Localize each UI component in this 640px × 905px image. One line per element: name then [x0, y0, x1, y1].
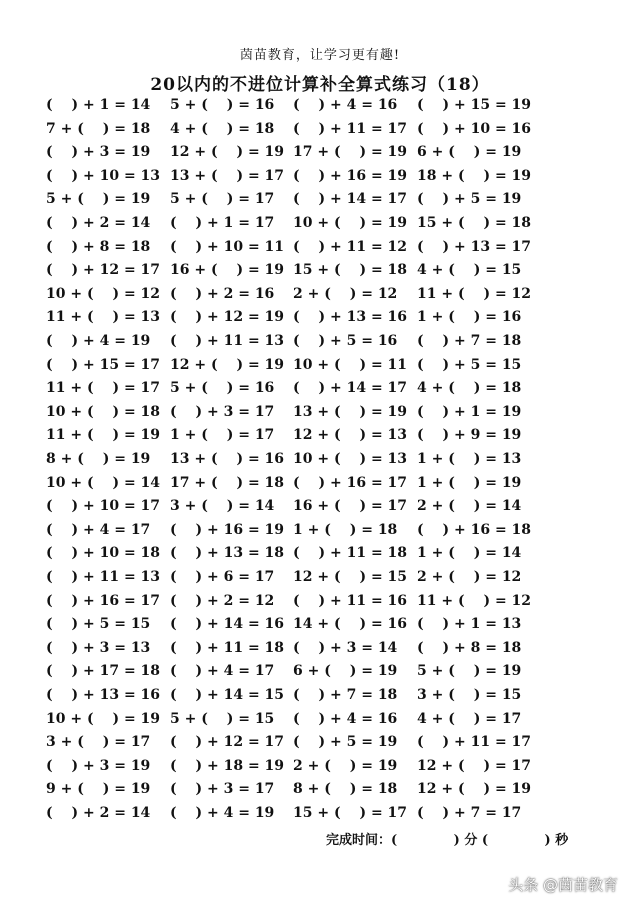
- problem-item: 7 + ( ) = 18: [46, 120, 151, 137]
- problem-item: ( ) + 16 = 18: [417, 521, 532, 538]
- problem-item: 4 + ( ) = 18: [170, 120, 275, 137]
- problem-item: 3 + ( ) = 17: [46, 734, 151, 751]
- problem-item: 12 + ( ) = 15: [293, 569, 408, 585]
- problem-item: ( ) + 11 = 12: [293, 238, 408, 255]
- problem-item: 10 + ( ) = 14: [46, 474, 161, 491]
- problem-item: ( ) + 10 = 16: [417, 120, 532, 137]
- worksheet-title: 20以内的不进位计算补全算式练习（18）: [150, 75, 490, 95]
- problem-item: 5 + ( ) = 19: [46, 191, 151, 208]
- problem-item: 1 + ( ) = 16: [417, 309, 522, 326]
- problem-item: 10 + ( ) = 11: [293, 356, 408, 373]
- problem-item: 1 + ( ) = 18: [293, 521, 398, 538]
- problem-item: 11 + ( ) = 19: [46, 427, 161, 444]
- problem-item: ( ) + 16 = 17: [293, 474, 408, 491]
- problem-item: 4 + ( ) = 15: [417, 262, 522, 279]
- problem-item: ( ) + 3 = 17: [170, 403, 275, 420]
- problem-item: ( ) + 4 = 16: [293, 97, 398, 113]
- problem-item: ( ) + 3 = 17: [170, 781, 275, 798]
- problem-item: ( ) + 5 = 16: [293, 333, 398, 349]
- problem-item: 11 + ( ) = 12: [417, 285, 532, 302]
- problem-item: 11 + ( ) = 17: [46, 380, 161, 397]
- problem-item: ( ) + 3 = 13: [46, 639, 151, 656]
- problem-item: ( ) + 10 = 13: [46, 167, 161, 184]
- problem-item: 6 + ( ) = 19: [293, 663, 398, 680]
- problem-item: 4 + ( ) = 18: [417, 380, 522, 397]
- problem-item: ( ) + 5 = 19: [417, 191, 522, 208]
- problem-item: 16 + ( ) = 19: [170, 262, 285, 279]
- problem-item: ( ) + 14 = 16: [170, 616, 285, 633]
- problem-item: 2 + ( ) = 12: [417, 569, 522, 585]
- problem-item: 17 + ( ) = 18: [170, 474, 285, 491]
- problem-item: 16 + ( ) = 17: [293, 498, 408, 515]
- problem-item: 13 + ( ) = 19: [293, 403, 408, 420]
- problem-item: 3 + ( ) = 15: [417, 687, 522, 703]
- problem-item: ( ) + 4 = 19: [46, 333, 151, 349]
- problem-item: ( ) + 11 = 17: [417, 734, 532, 751]
- problem-item: 12 + ( ) = 19: [417, 781, 532, 798]
- problem-item: 4 + ( ) = 17: [417, 710, 522, 727]
- problem-item: ( ) + 2 = 14: [46, 805, 151, 821]
- problem-item: 1 + ( ) = 13: [417, 451, 522, 467]
- problem-item: ( ) + 4 = 16: [293, 710, 398, 727]
- problem-item: ( ) + 3 = 14: [293, 639, 398, 656]
- problem-item: ( ) + 5 = 15: [417, 356, 522, 373]
- problem-item: 15 + ( ) = 17: [293, 805, 408, 821]
- problem-item: ( ) + 1 = 13: [417, 616, 522, 633]
- problem-item: ( ) + 7 = 18: [417, 333, 522, 349]
- problem-item: 13 + ( ) = 17: [170, 167, 285, 184]
- completion-time: 完成时间：( ) 分 ( ) 秒: [326, 833, 569, 848]
- header-slogan: 茵苗教育，让学习更有趣!: [239, 48, 401, 63]
- problem-item: 10 + ( ) = 12: [46, 285, 161, 302]
- problem-item: 17 + ( ) = 19: [293, 144, 408, 161]
- problem-item: 9 + ( ) = 19: [46, 781, 151, 798]
- problem-item: ( ) + 8 = 18: [417, 639, 522, 656]
- problem-item: ( ) + 18 = 19: [170, 757, 285, 774]
- problem-item: ( ) + 2 = 14: [46, 215, 151, 231]
- problem-item: ( ) + 7 = 18: [293, 687, 398, 703]
- problem-item: ( ) + 10 = 11: [170, 238, 285, 255]
- problem-item: ( ) + 15 = 19: [417, 97, 532, 113]
- problem-item: 5 + ( ) = 19: [417, 663, 522, 680]
- problem-item: ( ) + 13 = 16: [46, 687, 161, 703]
- problem-item: ( ) + 9 = 19: [417, 427, 522, 444]
- problem-item: 6 + ( ) = 19: [417, 144, 522, 161]
- watermark: 头条 @茵苗教育: [508, 876, 618, 894]
- problem-item: ( ) + 13 = 18: [170, 545, 285, 562]
- problem-item: 15 + ( ) = 18: [293, 262, 408, 279]
- problem-item: 14 + ( ) = 16: [293, 616, 408, 633]
- problem-item: ( ) + 11 = 18: [170, 639, 285, 656]
- problem-item: 12 + ( ) = 13: [293, 427, 408, 444]
- problem-item: 2 + ( ) = 19: [293, 757, 398, 774]
- problem-item: ( ) + 2 = 12: [170, 592, 275, 609]
- problem-item: 5 + ( ) = 15: [170, 710, 275, 727]
- problem-item: ( ) + 3 = 19: [46, 144, 151, 161]
- problem-item: 5 + ( ) = 17: [170, 191, 275, 208]
- problem-item: ( ) + 4 = 17: [170, 663, 275, 680]
- problem-item: ( ) + 6 = 17: [170, 569, 275, 585]
- problem-item: ( ) + 11 = 17: [293, 120, 408, 137]
- problem-item: 1 + ( ) = 17: [170, 427, 275, 444]
- problem-item: 8 + ( ) = 18: [293, 781, 398, 798]
- problem-item: 10 + ( ) = 19: [46, 710, 161, 727]
- problem-item: ( ) + 5 = 19: [293, 734, 398, 751]
- problem-item: 18 + ( ) = 19: [417, 167, 532, 184]
- problem-item: ( ) + 8 = 18: [46, 238, 151, 255]
- problem-item: 3 + ( ) = 14: [170, 498, 275, 515]
- problem-item: ( ) + 5 = 15: [46, 616, 151, 633]
- problem-item: ( ) + 11 = 13: [46, 569, 161, 585]
- problem-item: ( ) + 1 = 17: [170, 215, 275, 231]
- problem-item: 10 + ( ) = 13: [293, 451, 408, 467]
- problem-item: 2 + ( ) = 14: [417, 498, 522, 515]
- problem-item: ( ) + 10 = 18: [46, 545, 161, 562]
- problem-item: ( ) + 1 = 19: [417, 403, 522, 420]
- problem-item: 11 + ( ) = 12: [417, 592, 532, 609]
- problem-item: 10 + ( ) = 19: [293, 215, 408, 231]
- problem-item: ( ) + 11 = 16: [293, 592, 408, 609]
- problem-item: ( ) + 14 = 15: [170, 687, 285, 703]
- problem-item: ( ) + 16 = 19: [293, 167, 408, 184]
- problem-item: 1 + ( ) = 14: [417, 545, 522, 562]
- problem-item: 1 + ( ) = 19: [417, 474, 522, 491]
- problem-item: ( ) + 13 = 17: [417, 238, 532, 255]
- problem-item: ( ) + 11 = 13: [170, 333, 285, 349]
- problem-item: 10 + ( ) = 18: [46, 403, 161, 420]
- problem-item: ( ) + 4 = 17: [46, 521, 151, 538]
- problem-item: ( ) + 3 = 19: [46, 757, 151, 774]
- problem-item: 5 + ( ) = 16: [170, 380, 275, 397]
- problem-item: 13 + ( ) = 16: [170, 451, 285, 467]
- problem-item: 12 + ( ) = 19: [170, 356, 285, 373]
- problem-item: 12 + ( ) = 19: [170, 144, 285, 161]
- problem-item: ( ) + 7 = 17: [417, 805, 522, 821]
- problem-item: ( ) + 12 = 17: [46, 262, 161, 279]
- problem-item: ( ) + 16 = 19: [170, 521, 285, 538]
- problem-item: ( ) + 10 = 17: [46, 498, 161, 515]
- problem-item: ( ) + 13 = 16: [293, 309, 408, 326]
- problem-item: ( ) + 11 = 18: [293, 545, 408, 562]
- problem-item: ( ) + 14 = 17: [293, 380, 408, 397]
- problem-item: ( ) + 12 = 17: [170, 734, 285, 751]
- problem-item: 15 + ( ) = 18: [417, 215, 532, 231]
- problem-item: ( ) + 15 = 17: [46, 356, 161, 373]
- problem-item: 11 + ( ) = 13: [46, 309, 161, 326]
- problem-item: ( ) + 17 = 18: [46, 663, 161, 680]
- problem-item: ( ) + 12 = 19: [170, 309, 285, 326]
- problem-item: ( ) + 16 = 17: [46, 592, 161, 609]
- problem-item: 5 + ( ) = 16: [170, 97, 275, 113]
- problem-item: ( ) + 4 = 19: [170, 805, 275, 821]
- problem-item: 2 + ( ) = 12: [293, 285, 398, 302]
- problem-item: ( ) + 1 = 14: [46, 97, 151, 113]
- problem-item: ( ) + 14 = 17: [293, 191, 408, 208]
- problem-item: 12 + ( ) = 17: [417, 757, 532, 774]
- problem-item: 8 + ( ) = 19: [46, 451, 151, 467]
- problem-item: ( ) + 2 = 16: [170, 285, 275, 302]
